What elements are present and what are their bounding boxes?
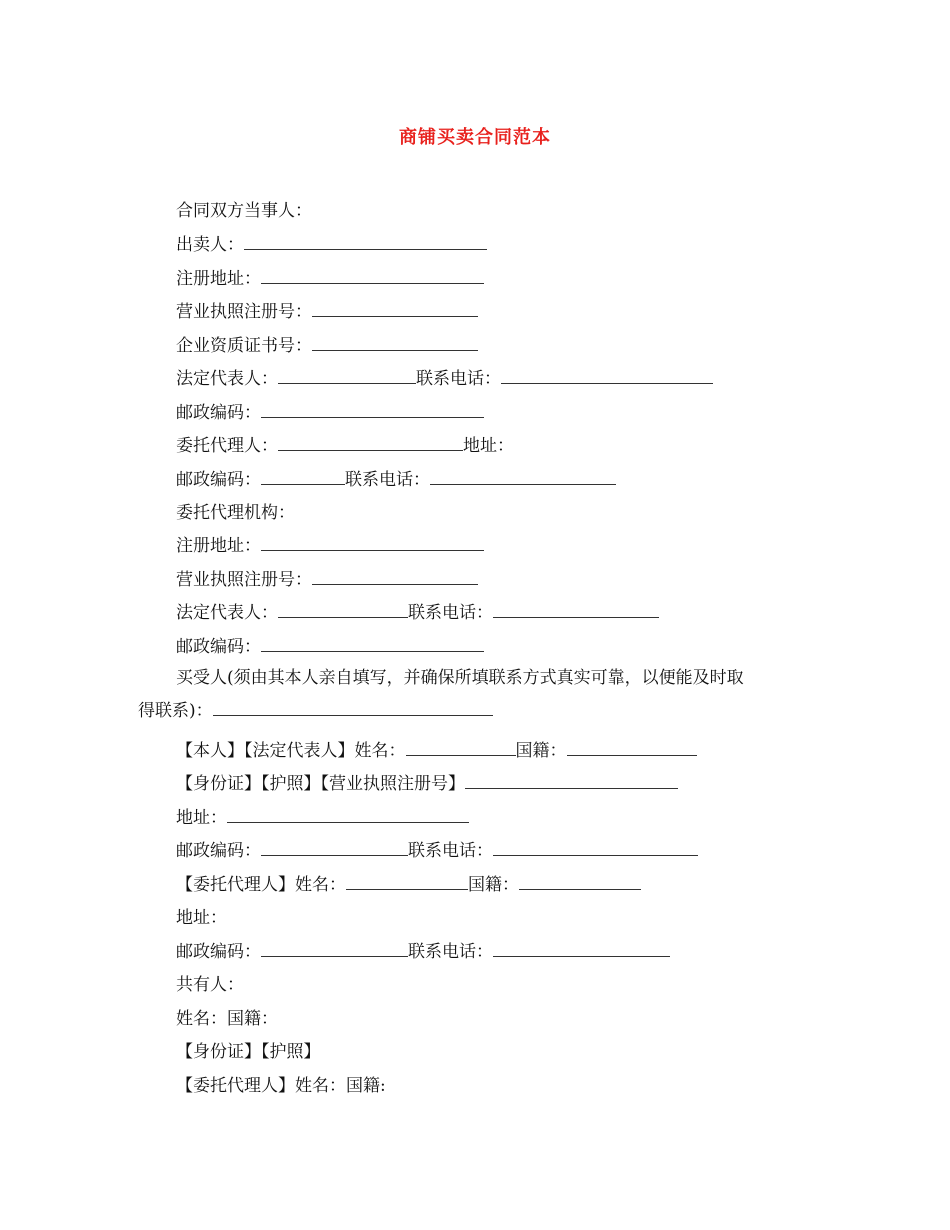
blank-field[interactable] <box>312 298 478 317</box>
line-agency-postcode: 邮政编码： <box>176 632 484 658</box>
blank-field[interactable] <box>278 599 408 618</box>
line-co-owner-agent: 【委托代理人】姓名：国籍: <box>176 1076 386 1096</box>
blank-field[interactable] <box>312 566 478 585</box>
blank-field[interactable] <box>278 432 463 451</box>
blank-field[interactable] <box>493 837 698 856</box>
buyer-paragraph-cont: 得联系)： <box>138 696 493 721</box>
line-postcode: 邮政编码： <box>176 398 484 424</box>
blank-field[interactable] <box>227 804 469 823</box>
line-agency-license: 营业执照注册号： <box>176 565 478 591</box>
blank-field[interactable] <box>261 532 484 551</box>
blank-field[interactable] <box>430 466 616 485</box>
line-buyer-id: 【身份证】【护照】【营业执照注册号】 <box>176 769 678 795</box>
line-parties: 合同双方当事人： <box>176 201 312 221</box>
blank-field[interactable] <box>501 365 713 384</box>
line-seller: 出卖人： <box>176 230 487 256</box>
blank-field[interactable] <box>567 737 697 756</box>
blank-field[interactable] <box>493 599 659 618</box>
line-qualification: 企业资质证书号： <box>176 331 478 357</box>
line-agency-reg-addr: 注册地址： <box>176 531 484 557</box>
line-buyer-agent-postcode: 邮政编码： 联系电话： <box>176 937 670 963</box>
blank-field[interactable] <box>519 871 641 890</box>
blank-field[interactable] <box>493 938 670 957</box>
line-co-owner: 共有人： <box>176 975 244 995</box>
blank-field[interactable] <box>261 466 345 485</box>
blank-field[interactable] <box>261 837 408 856</box>
blank-field[interactable] <box>278 365 416 384</box>
line-agent: 委托代理人： 地址： <box>176 431 514 457</box>
blank-field[interactable] <box>261 633 484 652</box>
line-buyer-agent: 【委托代理人】姓名： 国籍： <box>176 870 641 896</box>
blank-field[interactable] <box>244 231 487 250</box>
line-co-owner-id: 【身份证】【护照】 <box>176 1042 321 1062</box>
blank-field[interactable] <box>406 737 516 756</box>
line-reg-addr: 注册地址： <box>176 264 484 290</box>
line-legal-rep: 法定代表人： 联系电话： <box>176 364 713 390</box>
buyer-paragraph: 买受人(须由其本人亲自填写，并确保所填联系方式真实可靠，以便能及时取 <box>176 668 744 688</box>
line-agency: 委托代理机构： <box>176 503 295 523</box>
blank-field[interactable] <box>312 332 478 351</box>
line-buyer-address: 地址： <box>176 803 469 829</box>
line-buyer-postcode: 邮政编码： 联系电话： <box>176 836 698 862</box>
line-license: 营业执照注册号： <box>176 297 478 323</box>
blank-field[interactable] <box>213 697 493 716</box>
document-title: 商铺买卖合同范本 <box>399 127 551 148</box>
line-postcode-phone: 邮政编码： 联系电话： <box>176 465 616 491</box>
blank-field[interactable] <box>346 871 468 890</box>
line-buyer-name: 【本人】【法定代表人】姓名： 国籍： <box>176 736 697 762</box>
line-co-owner-name: 姓名：国籍： <box>176 1009 278 1029</box>
blank-field[interactable] <box>465 770 678 789</box>
line-buyer-agent-address: 地址： <box>176 908 227 928</box>
blank-field[interactable] <box>261 265 484 284</box>
line-agency-legal-rep: 法定代表人： 联系电话： <box>176 598 659 624</box>
blank-field[interactable] <box>261 399 484 418</box>
blank-field[interactable] <box>261 938 408 957</box>
